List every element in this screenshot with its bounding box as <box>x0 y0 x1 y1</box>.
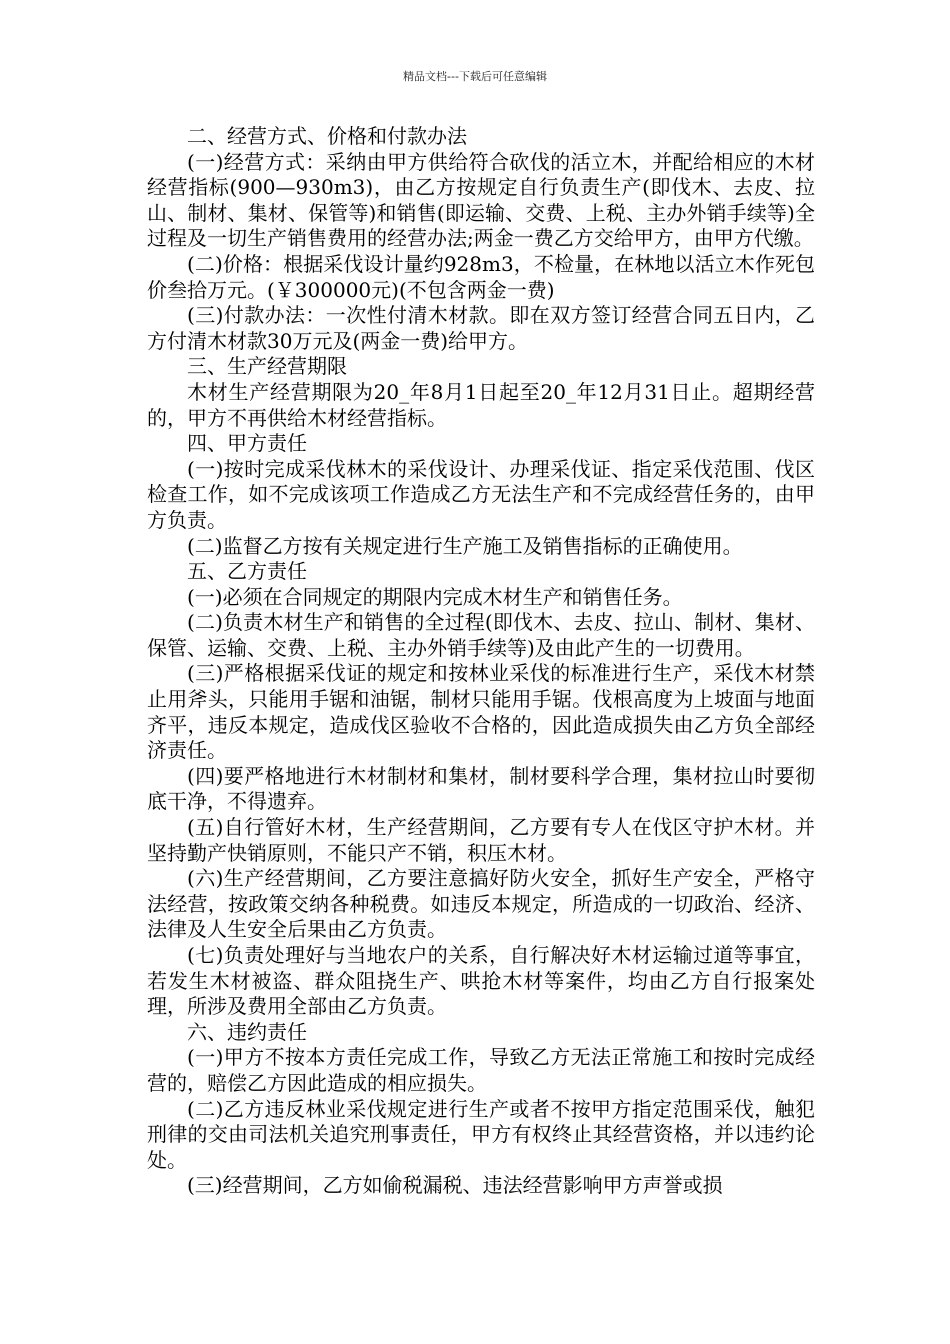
paragraph-payment: (三)付款办法：一次性付清木材款。即在双方签订经营合同五日内，乙方付清木材款30万元及(两金一费)给甲方。 <box>147 303 815 353</box>
section-heading-party-a: 四、甲方责任 <box>187 431 307 456</box>
paragraph-party-b-5: (五)自行管好木材，生产经营期间，乙方要有专人在伐区守护木材。并坚持勤产快销原则，不能只产不销，积压木材。 <box>147 815 815 865</box>
paragraph-party-b-4: (四)要严格地进行木材制材和集材，制材要科学合理，集材拉山时要彻底干净，不得遗弃。 <box>147 763 815 814</box>
document-body <box>147 124 815 1199</box>
paragraph-party-b-1: (一)必须在合同规定的期限内完成木材生产和销售任务。 <box>187 584 683 609</box>
section-heading-breach: 六、违约责任 <box>187 1019 307 1044</box>
paragraph-party-b-2: (二)负责木材生产和销售的全过程(即伐木、去皮、拉山、制材、集材、保管、运输、交费、上税、主办外销手续等)及由此产生的一切费用。 <box>147 610 815 660</box>
paragraph-party-a-2: (二)监督乙方按有关规定进行生产施工及销售指标的正确使用。 <box>187 533 743 558</box>
paragraph-breach-1: (一)甲方不按本方责任完成工作，导致乙方无法正常施工和按时完成经营的，赔偿乙方因此造成的相应损失。 <box>147 1045 815 1095</box>
paragraph-business-method: (一)经营方式：采纳由甲方供给符合砍伐的活立木，并配给相应的木材经营指标(900—930m3)，由乙方按规定自行负责生产(即伐木、去皮、拉山、制材、集材、保管等)和销售(即运输、交费、上税、主办外销手续等)全过程及一切生产销售费用的经营办法;两金一费乙方交给甲方，由甲方代缴。 <box>147 149 815 251</box>
paragraph-party-b-6: (六)生产经营期间，乙方要注意搞好防火安全，抓好生产安全，严格守法经营，按政策交纳各种税费。如违反本规定，所造成的一切政治、经济、法律及人生安全后果由乙方负责。 <box>147 866 815 942</box>
section-heading-period: 三、生产经营期限 <box>187 354 347 379</box>
page-header: 精品文档---下载后可任意编辑 <box>403 70 547 83</box>
section-heading-party-b: 五、乙方责任 <box>187 559 307 584</box>
paragraph-party-a-1: (一)按时完成采伐林木的采伐设计、办理采伐证、指定采伐范围、伐区检查工作，如不完成该项工作造成乙方无法生产和不完成经营任务的，由甲方负责。 <box>147 456 815 532</box>
paragraph-price: (二)价格：根据采伐设计量约928m3，不检量，在林地以活立木作死包价叁拾万元。(￥300000元)(不包含两金一费) <box>147 251 815 302</box>
paragraph-period: 木材生产经营期限为20_年8月1日起至20_年12月31日止。超期经营的，甲方不再供给木材经营指标。 <box>147 379 815 430</box>
paragraph-breach-2: (二)乙方违反林业采伐规定进行生产或者不按甲方指定范围采伐，触犯刑律的交由司法机关追究刑事责任，甲方有权终止其经营资格，并以违约论处。 <box>147 1096 815 1172</box>
paragraph-party-b-7: (七)负责处理好与当地农户的关系，自行解决好木材运输过道等事宜，若发生木材被盗、群众阻挠生产、哄抢木材等案件，均由乙方自行报案处理，所涉及费用全部由乙方负责。 <box>147 943 815 1019</box>
paragraph-breach-3: (三)经营期间，乙方如偷税漏税、违法经营影响甲方声誉或损 <box>187 1173 723 1198</box>
section-heading-business-method: 二、经营方式、价格和付款办法 <box>187 124 467 148</box>
paragraph-party-b-3: (三)严格根据采伐证的规定和按林业采伐的标准进行生产，采伐木材禁止用斧头，只能用手锯和油锯，制材只能用手锯。伐根高度为上坡面与地面齐平，违反本规定，造成伐区验收不合格的，因此造成损失由乙方负全部经济责任。 <box>147 661 815 763</box>
